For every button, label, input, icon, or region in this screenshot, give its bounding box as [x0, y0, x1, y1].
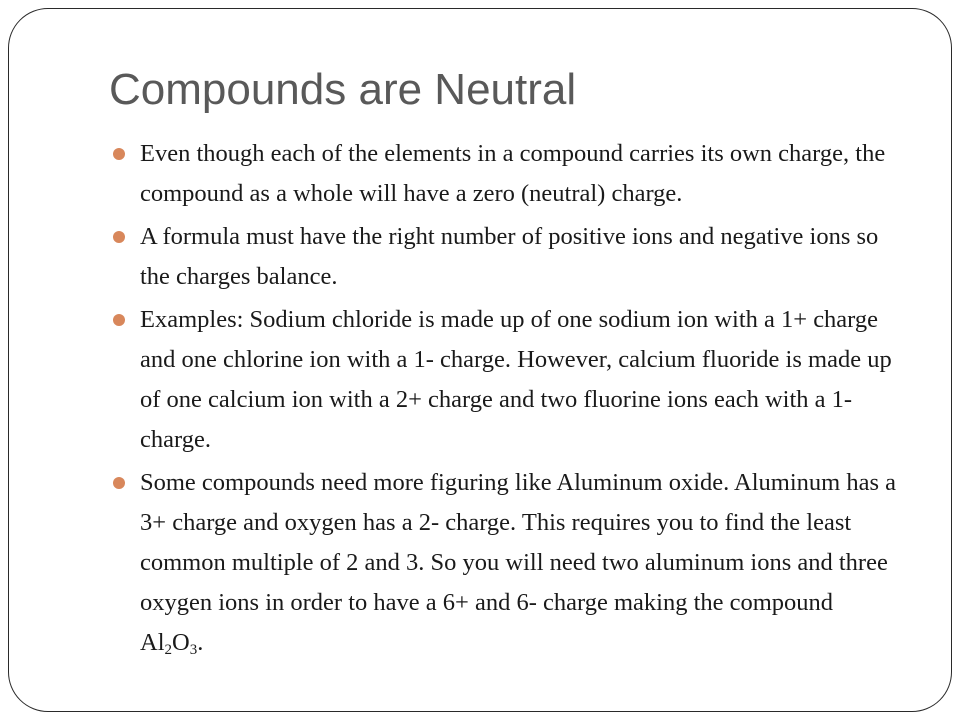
bullet-item — [109, 463, 899, 663]
formula-period: . — [197, 629, 204, 656]
bullet-text: A formula must have the right number of positive ions and negative ions so the charges balance. — [140, 223, 879, 290]
bullet-dot-icon — [113, 231, 125, 243]
formula-element: O — [172, 629, 190, 656]
slide-frame — [8, 8, 952, 712]
formula-element: Al — [140, 629, 165, 656]
slide-title: Compounds are Neutral — [109, 65, 577, 114]
bullet-text: Some compounds need more figuring like Aluminum oxide. Aluminum has a 3+ charge and oxygen has a 2- charge. This requires you to find the least common multiple of 2 and 3. So you will need two aluminum ions and three oxygen ions in order to have a 6+ and 6- charge making the compound — [140, 469, 897, 616]
bullet-item — [109, 300, 899, 460]
bullet-dot-icon — [113, 148, 125, 160]
bullet-item — [109, 217, 899, 297]
bullet-dot-icon — [113, 477, 125, 489]
bullet-list — [109, 134, 899, 666]
formula-subscript: 2 — [164, 642, 172, 658]
bullet-dot-icon — [113, 314, 125, 326]
bullet-text: Examples: Sodium chloride is made up of one sodium ion with a 1+ charge and one chlorine ion with a 1- charge. However, calcium fluoride is made up of one calcium ion with a 2+ charge and two fluorine ions each with a 1- charge. — [140, 306, 892, 453]
formula-subscript: 3 — [189, 642, 198, 658]
chemical-formula — [140, 629, 203, 656]
bullet-item — [109, 134, 899, 214]
bullet-text: Even though each of the elements in a compound carries its own charge, the compound as a whole will have a zero (neutral) charge. — [140, 140, 886, 207]
